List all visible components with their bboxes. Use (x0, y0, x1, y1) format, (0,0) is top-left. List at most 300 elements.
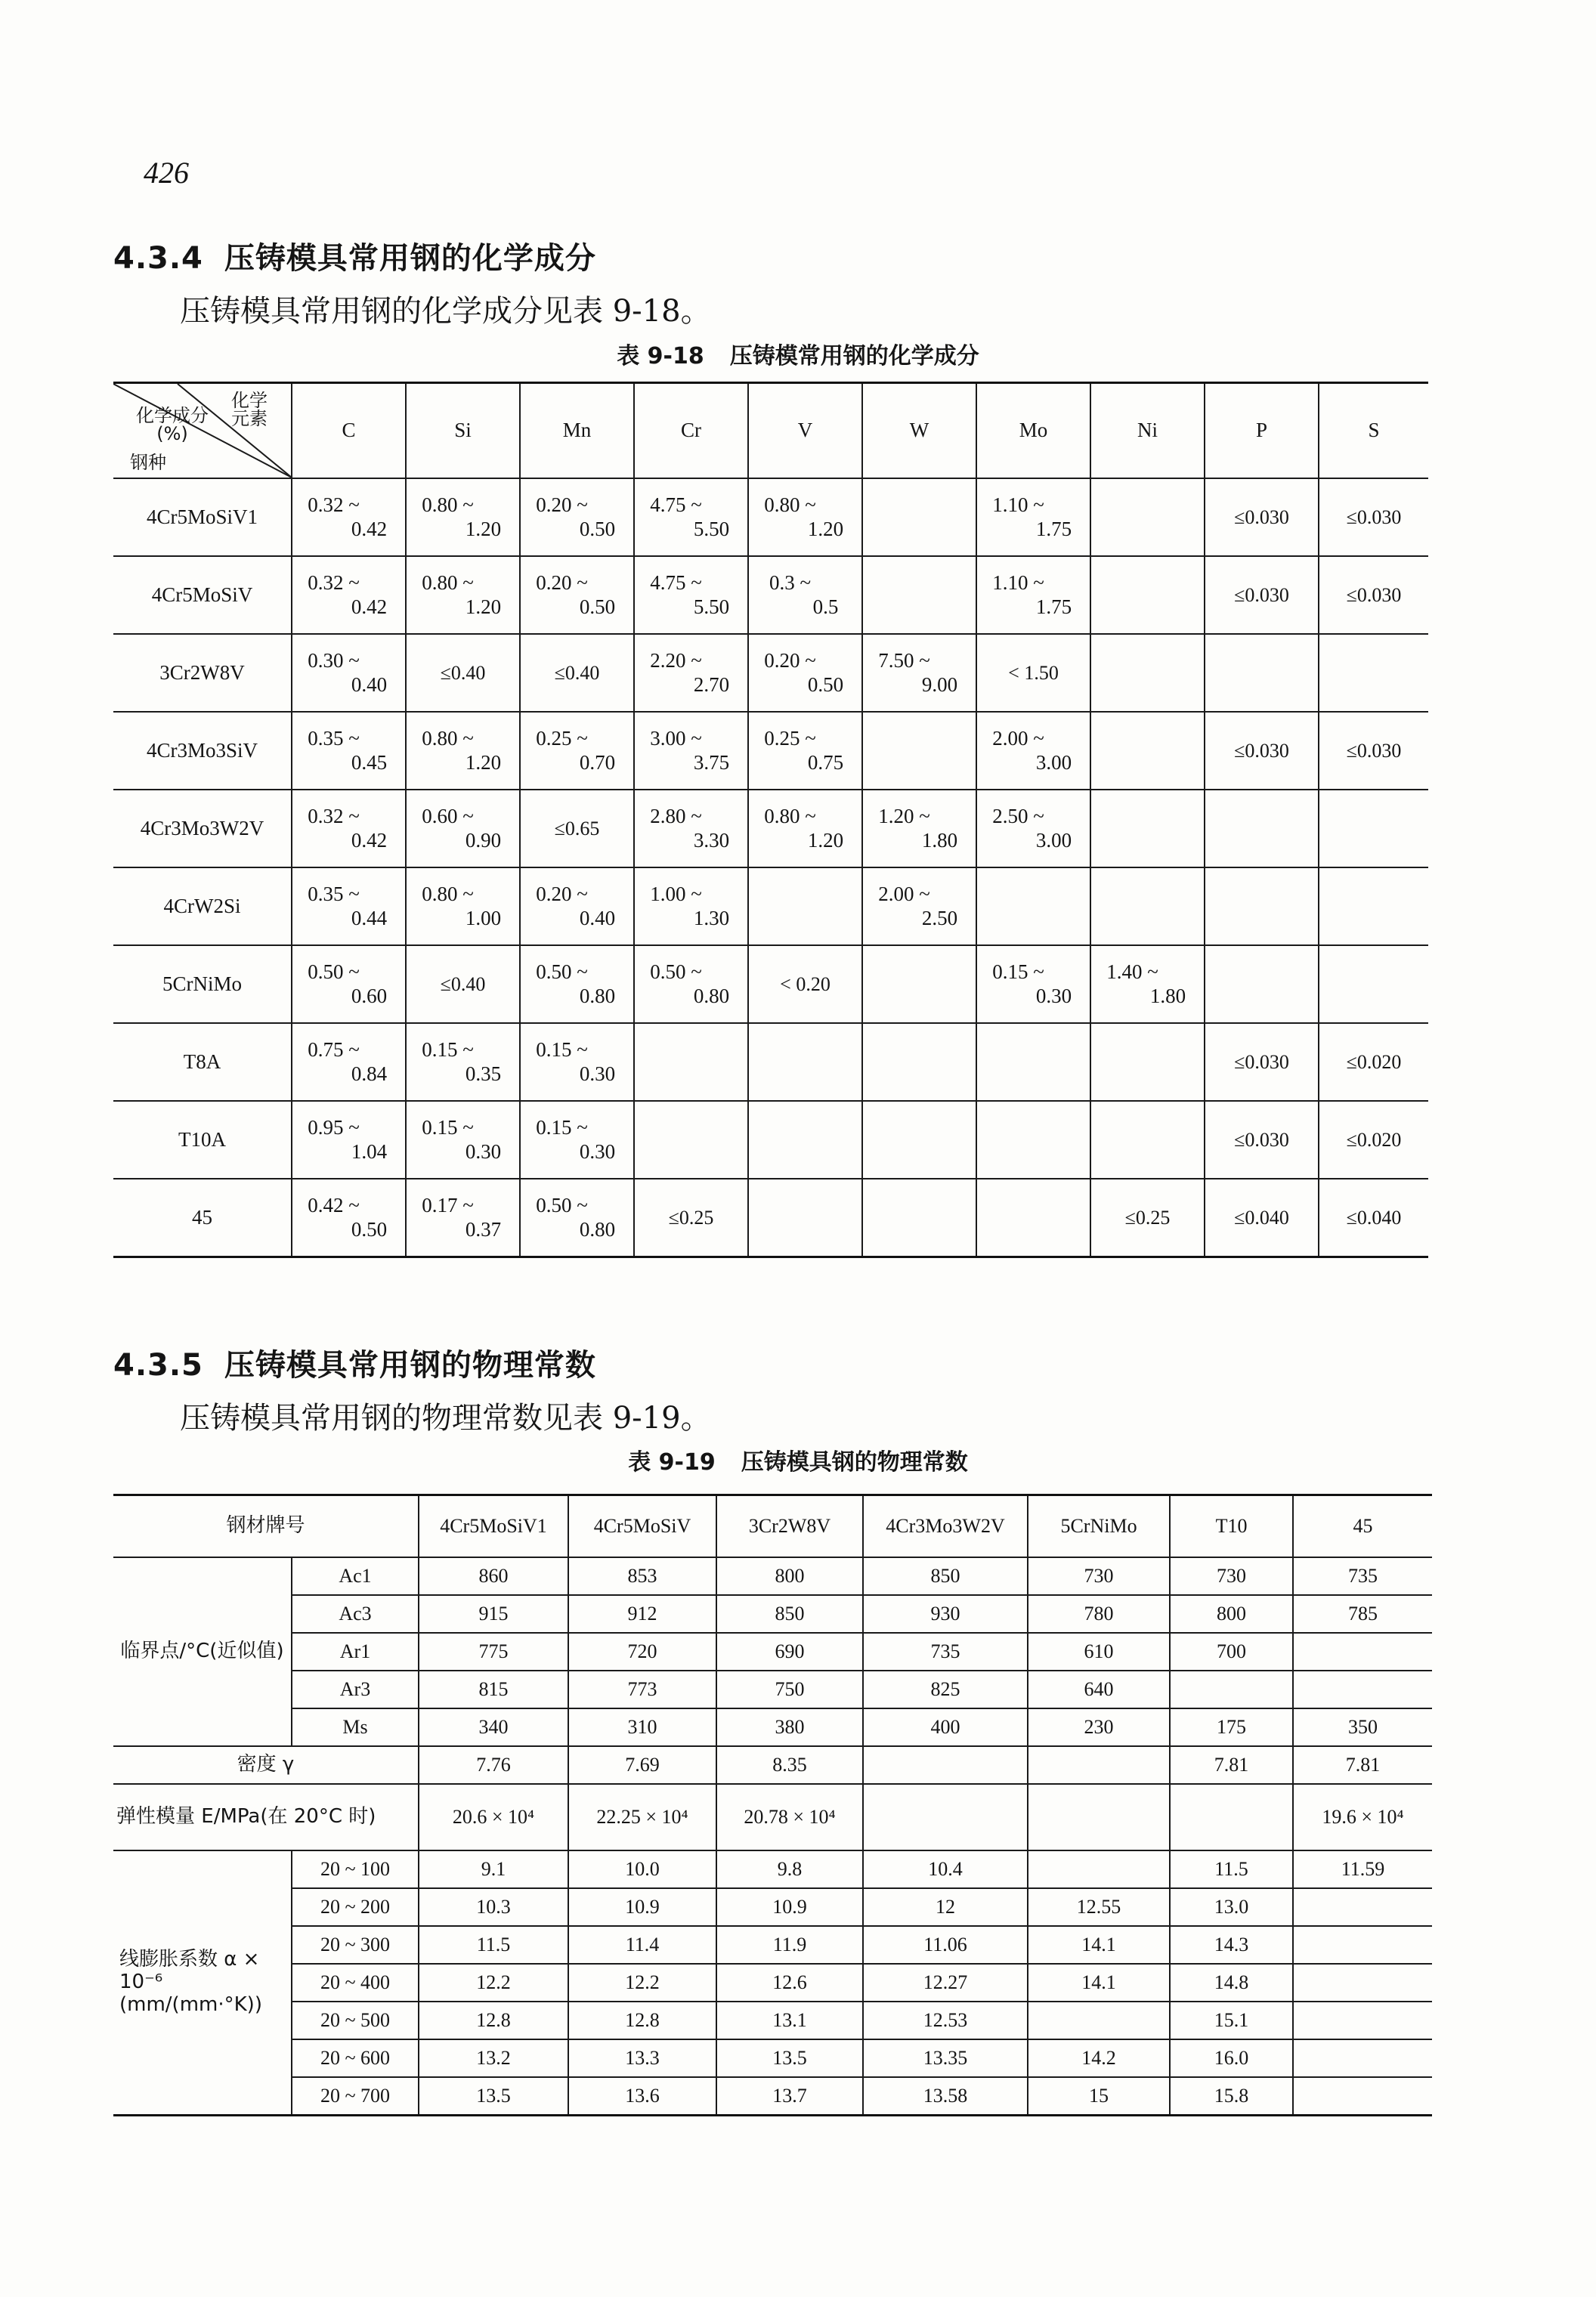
table-row (113, 1101, 1428, 1179)
value-cell-p (1205, 1179, 1319, 1257)
value-cell-v (748, 945, 862, 1023)
value-cell-s (1319, 1179, 1428, 1257)
critical-point-value: 735 (1293, 1557, 1432, 1595)
range-upper: 0.30 (579, 1139, 616, 1163)
single-value: ≤0.040 (1234, 1206, 1289, 1229)
single-value: < 1.50 (1008, 661, 1059, 684)
expansion-label: 线膨胀系数 α × 10⁻⁶ (mm/(mm·°K)) (113, 1850, 292, 2116)
expansion-value: 10.3 (419, 1888, 568, 1926)
value-cell-si (406, 1179, 520, 1257)
value-cell-v (748, 867, 862, 945)
column-header-c: C (292, 383, 406, 479)
range-upper: 5.50 (693, 517, 730, 540)
expansion-value: 9.1 (419, 1850, 568, 1888)
expansion-value: 11.5 (1170, 1850, 1293, 1888)
expansion-value: 14.3 (1170, 1926, 1293, 1964)
value-cell-si (406, 634, 520, 712)
table-row (113, 478, 1428, 556)
expansion-value: 12.2 (419, 1964, 568, 2002)
single-value: ≤0.030 (1234, 1128, 1289, 1151)
critical-point-name: Ms (292, 1708, 419, 1746)
density-value: 7.69 (568, 1746, 716, 1784)
value-cell-s (1319, 478, 1428, 556)
expansion-value: 10.9 (716, 1888, 863, 1926)
density-row (113, 1746, 1432, 1784)
range-lower: 0.50 ~ (536, 1194, 588, 1217)
value-cell-mn (520, 478, 634, 556)
range-upper: 1.20 (807, 517, 844, 540)
grade-header: 5CrNiMo (1028, 1495, 1170, 1558)
range-upper: 2.70 (693, 672, 730, 696)
single-value: ≤0.030 (1346, 583, 1402, 606)
value-cell-p (1205, 1101, 1319, 1179)
critical-point-value: 912 (568, 1595, 716, 1633)
expansion-value: 13.2 (419, 2039, 568, 2077)
expansion-value: 14.2 (1028, 2039, 1170, 2077)
temperature-range: 20 ~ 100 (292, 1850, 419, 1888)
single-value: ≤0.020 (1346, 1050, 1402, 1073)
value-cell-mn (520, 945, 634, 1023)
single-value: ≤0.030 (1346, 739, 1402, 762)
expansion-value: 14.8 (1170, 1964, 1293, 2002)
critical-point-value: 640 (1028, 1671, 1170, 1708)
value-cell-mn (520, 1101, 634, 1179)
value-cell-si (406, 1023, 520, 1101)
range-upper: 1.75 (1035, 517, 1072, 540)
value-cell-s (1319, 945, 1428, 1023)
value-cell-w (862, 1179, 976, 1257)
steel-grade-cell: 4Cr5MoSiV (113, 556, 292, 634)
range-upper: 0.70 (579, 750, 616, 774)
value-cell-w (862, 867, 976, 945)
critical-point-value: 780 (1028, 1595, 1170, 1633)
range-lower: 0.80 ~ (422, 883, 474, 906)
value-cell-mo (976, 867, 1090, 945)
expansion-row (113, 1850, 1432, 1888)
critical-point-value: 310 (568, 1708, 716, 1746)
expansion-value: 12.53 (863, 2002, 1028, 2039)
expansion-value: 13.6 (568, 2077, 716, 2116)
table-title: 压铸模具钢的物理常数 (741, 1449, 968, 1476)
value-cell-c (292, 790, 406, 867)
critical-point-value: 853 (568, 1557, 716, 1595)
expansion-value: 14.1 (1028, 1926, 1170, 1964)
range-lower: 0.15 ~ (536, 1116, 588, 1139)
value-cell-si (406, 945, 520, 1023)
expansion-value: 13.1 (716, 2002, 863, 2039)
temperature-range: 20 ~ 300 (292, 1926, 419, 1964)
value-cell-s (1319, 1023, 1428, 1101)
critical-point-value: 690 (716, 1633, 863, 1671)
range-lower: 0.15 ~ (536, 1038, 588, 1062)
value-cell-p (1205, 634, 1319, 712)
value-cell-ni (1090, 634, 1205, 712)
value-cell-si (406, 1101, 520, 1179)
modulus-value (1028, 1784, 1170, 1850)
section-number: 4.3.4 (113, 241, 203, 276)
critical-point-value: 773 (568, 1671, 716, 1708)
range-upper: 1.20 (465, 750, 502, 774)
value-cell-mo (976, 712, 1090, 790)
value-cell-w (862, 556, 976, 634)
range-upper: 0.50 (351, 1217, 388, 1241)
range-upper: 0.5 (812, 595, 839, 618)
range-upper: 2.50 (921, 906, 958, 929)
value-cell-v (748, 790, 862, 867)
expansion-row (113, 1888, 1432, 1926)
critical-point-value: 785 (1293, 1595, 1432, 1633)
value-cell-c (292, 945, 406, 1023)
value-cell-c (292, 1179, 406, 1257)
range-upper: 1.00 (465, 906, 502, 929)
value-cell-p (1205, 1023, 1319, 1101)
modulus-label: 弹性模量 E/MPa(在 20°C 时) (113, 1784, 419, 1850)
range-upper: 0.42 (351, 595, 388, 618)
corner-label-grade: 钢种 (130, 452, 166, 473)
table-caption-9-19 (0, 1443, 1596, 1476)
table-number: 表 9-19 (628, 1449, 716, 1476)
value-cell-cr (634, 867, 748, 945)
range-lower: 1.10 ~ (992, 493, 1044, 517)
expansion-row (113, 1926, 1432, 1964)
range-upper: 1.20 (465, 517, 502, 540)
expansion-value: 11.5 (419, 1926, 568, 1964)
expansion-value: 15.1 (1170, 2002, 1293, 2039)
value-cell-mn (520, 556, 634, 634)
critical-point-value: 915 (419, 1595, 568, 1633)
value-cell-mn (520, 790, 634, 867)
grade-header: 4Cr3Mo3W2V (863, 1495, 1028, 1558)
value-cell-ni (1090, 712, 1205, 790)
column-header-w: W (862, 383, 976, 479)
steel-grade-cell: 4Cr5MoSiV1 (113, 478, 292, 556)
range-upper: 3.75 (693, 750, 730, 774)
density-value: 7.76 (419, 1746, 568, 1784)
range-upper: 5.50 (693, 595, 730, 618)
column-header-ni: Ni (1090, 383, 1205, 479)
section-intro: 压铸模具常用钢的物理常数见表 9-19。 (180, 1401, 711, 1436)
range-lower: 0.50 ~ (308, 960, 360, 984)
value-cell-cr (634, 556, 748, 634)
expansion-value: 15.8 (1170, 2077, 1293, 2116)
range-upper: 3.00 (1035, 750, 1072, 774)
value-cell-c (292, 478, 406, 556)
value-cell-ni (1090, 867, 1205, 945)
steel-grade-cell: 3Cr2W8V (113, 634, 292, 712)
value-cell-s (1319, 556, 1428, 634)
temperature-range: 20 ~ 700 (292, 2077, 419, 2116)
range-upper: 1.80 (1149, 984, 1186, 1007)
value-cell-mn (520, 1023, 634, 1101)
grade-header: 4Cr5MoSiV1 (419, 1495, 568, 1558)
expansion-value: 13.5 (419, 2077, 568, 2116)
single-value: ≤0.030 (1234, 1050, 1289, 1073)
steel-grade-cell: 5CrNiMo (113, 945, 292, 1023)
critical-point-value (1170, 1671, 1293, 1708)
range-lower: 0.32 ~ (308, 571, 360, 595)
critical-point-value: 610 (1028, 1633, 1170, 1671)
value-cell-mo (976, 945, 1090, 1023)
value-cell-cr (634, 1023, 748, 1101)
range-upper: 1.20 (465, 595, 502, 618)
value-cell-p (1205, 790, 1319, 867)
column-header-mo: Mo (976, 383, 1090, 479)
steel-grade-cell: 45 (113, 1179, 292, 1257)
modulus-value: 22.25 × 10⁴ (568, 1784, 716, 1850)
value-cell-s (1319, 867, 1428, 945)
range-upper: 0.35 (465, 1062, 502, 1085)
critical-point-value: 825 (863, 1671, 1028, 1708)
value-cell-mn (520, 867, 634, 945)
critical-point-name: Ar3 (292, 1671, 419, 1708)
value-cell-cr (634, 1179, 748, 1257)
value-cell-w (862, 712, 976, 790)
value-cell-cr (634, 478, 748, 556)
table-caption-9-18 (0, 337, 1596, 370)
section-number: 4.3.5 (113, 1348, 203, 1383)
grade-header: 3Cr2W8V (716, 1495, 863, 1558)
value-cell-w (862, 634, 976, 712)
range-lower: 0.42 ~ (308, 1194, 360, 1217)
range-upper: 3.00 (1035, 828, 1072, 852)
range-lower: 2.20 ~ (650, 649, 702, 672)
column-header-cr: Cr (634, 383, 748, 479)
value-cell-ni (1090, 478, 1205, 556)
range-lower: 0.80 ~ (422, 571, 474, 595)
value-cell-c (292, 867, 406, 945)
range-upper: 0.45 (351, 750, 388, 774)
expansion-value (1293, 2077, 1432, 2116)
critical-point-value: 800 (1170, 1595, 1293, 1633)
critical-point-value: 860 (419, 1557, 568, 1595)
temperature-range: 20 ~ 600 (292, 2039, 419, 2077)
range-lower: 0.60 ~ (422, 805, 474, 828)
range-upper: 0.90 (465, 828, 502, 852)
value-cell-c (292, 1023, 406, 1101)
section-heading-434 (113, 234, 596, 277)
expansion-value: 10.4 (863, 1850, 1028, 1888)
critical-point-row (113, 1595, 1432, 1633)
value-cell-mo (976, 1179, 1090, 1257)
value-cell-p (1205, 478, 1319, 556)
value-cell-p (1205, 556, 1319, 634)
steel-grade-cell: 4Cr3Mo3W2V (113, 790, 292, 867)
table-row (113, 867, 1428, 945)
critical-point-name: Ac3 (292, 1595, 419, 1633)
critical-point-value (1293, 1671, 1432, 1708)
diagonal-header-cell (113, 383, 292, 479)
value-cell-mn (520, 634, 634, 712)
value-cell-w (862, 1101, 976, 1179)
value-cell-si (406, 712, 520, 790)
range-lower: 2.00 ~ (992, 727, 1044, 750)
density-label: 密度 γ (113, 1746, 419, 1784)
value-cell-c (292, 556, 406, 634)
corner-label-composition: 化学成分(%) (136, 405, 209, 444)
diagonal-header (113, 384, 291, 478)
value-cell-cr (634, 712, 748, 790)
expansion-value: 12.2 (568, 1964, 716, 2002)
section-heading-435 (113, 1341, 596, 1384)
range-lower: 1.00 ~ (650, 883, 702, 906)
range-lower: 0.20 ~ (536, 493, 588, 517)
critical-point-value: 340 (419, 1708, 568, 1746)
table-row (113, 634, 1428, 712)
expansion-value: 15 (1028, 2077, 1170, 2116)
expansion-value (1293, 2039, 1432, 2077)
value-cell-mn (520, 1179, 634, 1257)
chemical-composition-table (113, 382, 1428, 1258)
range-lower: 0.25 ~ (764, 727, 816, 750)
range-lower: 4.75 ~ (650, 571, 702, 595)
grade-header-label: 钢材牌号 (113, 1495, 419, 1558)
critical-point-value: 230 (1028, 1708, 1170, 1746)
critical-point-value: 800 (716, 1557, 863, 1595)
expansion-value: 14.1 (1028, 1964, 1170, 2002)
density-value: 8.35 (716, 1746, 863, 1784)
value-cell-mo (976, 790, 1090, 867)
range-lower: 0.20 ~ (764, 649, 816, 672)
range-lower: 0.35 ~ (308, 727, 360, 750)
single-value: ≤0.030 (1234, 739, 1289, 762)
column-header-mn: Mn (520, 383, 634, 479)
range-upper: 0.50 (579, 595, 616, 618)
range-lower: 0.32 ~ (308, 805, 360, 828)
expansion-value: 10.0 (568, 1850, 716, 1888)
value-cell-cr (634, 1101, 748, 1179)
range-upper: 0.80 (579, 1217, 616, 1241)
table-row (113, 790, 1428, 867)
table-row (113, 712, 1428, 790)
range-upper: 0.75 (807, 750, 844, 774)
column-header-p: P (1205, 383, 1319, 479)
critical-point-value: 175 (1170, 1708, 1293, 1746)
range-lower: 2.50 ~ (992, 805, 1044, 828)
critical-point-value: 930 (863, 1595, 1028, 1633)
range-lower: 2.80 ~ (650, 805, 702, 828)
critical-point-name: Ac1 (292, 1557, 419, 1595)
grade-header: 45 (1293, 1495, 1432, 1558)
value-cell-s (1319, 790, 1428, 867)
critical-point-value: 730 (1028, 1557, 1170, 1595)
range-upper: 1.20 (807, 828, 844, 852)
range-upper: 0.37 (465, 1217, 502, 1241)
corner-label-elements: 化学元素 (231, 390, 268, 429)
range-upper: 0.44 (351, 906, 388, 929)
range-upper: 0.50 (807, 672, 844, 696)
modulus-value: 20.6 × 10⁴ (419, 1784, 568, 1850)
value-cell-w (862, 790, 976, 867)
critical-point-value: 850 (716, 1595, 863, 1633)
table-title: 压铸模常用钢的化学成分 (729, 343, 979, 369)
critical-point-value: 700 (1170, 1633, 1293, 1671)
range-upper: 3.30 (693, 828, 730, 852)
critical-point-value: 350 (1293, 1708, 1432, 1746)
value-cell-cr (634, 945, 748, 1023)
expansion-value: 10.9 (568, 1888, 716, 1926)
range-upper: 9.00 (921, 672, 958, 696)
single-value: ≤0.65 (554, 817, 600, 839)
expansion-value: 11.59 (1293, 1850, 1432, 1888)
value-cell-v (748, 1179, 862, 1257)
single-value: ≤0.40 (440, 972, 486, 995)
single-value: ≤0.040 (1346, 1206, 1402, 1229)
critical-point-row (113, 1708, 1432, 1746)
modulus-value: 19.6 × 10⁴ (1293, 1784, 1432, 1850)
range-lower: 0.35 ~ (308, 883, 360, 906)
table-header-row (113, 1495, 1432, 1558)
range-lower: 0.20 ~ (536, 571, 588, 595)
range-lower: 4.75 ~ (650, 493, 702, 517)
single-value: ≤0.030 (1234, 505, 1289, 528)
range-upper: 1.04 (351, 1139, 388, 1163)
value-cell-si (406, 556, 520, 634)
expansion-value: 13.3 (568, 2039, 716, 2077)
value-cell-c (292, 712, 406, 790)
expansion-value: 12.55 (1028, 1888, 1170, 1926)
range-lower: 0.95 ~ (308, 1116, 360, 1139)
expansion-value (1028, 2002, 1170, 2039)
range-upper: 0.60 (351, 984, 388, 1007)
section-title: 压铸模具常用钢的物理常数 (224, 1348, 596, 1383)
expansion-value (1293, 1926, 1432, 1964)
value-cell-v (748, 712, 862, 790)
range-lower: 0.15 ~ (992, 960, 1044, 984)
value-cell-ni (1090, 945, 1205, 1023)
steel-grade-cell: T8A (113, 1023, 292, 1101)
modulus-row (113, 1784, 1432, 1850)
value-cell-v (748, 478, 862, 556)
value-cell-ni (1090, 556, 1205, 634)
range-lower: 0.25 ~ (536, 727, 588, 750)
density-value: 7.81 (1293, 1746, 1432, 1784)
expansion-value: 12.6 (716, 1964, 863, 2002)
value-cell-ni (1090, 790, 1205, 867)
section-title: 压铸模具常用钢的化学成分 (224, 241, 596, 276)
steel-grade-cell: 4Cr3Mo3SiV (113, 712, 292, 790)
range-upper: 1.30 (693, 906, 730, 929)
range-lower: 0.15 ~ (422, 1038, 474, 1062)
range-upper: 1.80 (921, 828, 958, 852)
column-header-v: V (748, 383, 862, 479)
critical-point-value: 380 (716, 1708, 863, 1746)
value-cell-si (406, 478, 520, 556)
expansion-value: 12.8 (419, 2002, 568, 2039)
range-upper: 0.30 (579, 1062, 616, 1085)
value-cell-w (862, 1023, 976, 1101)
critical-point-value: 750 (716, 1671, 863, 1708)
table-row (113, 556, 1428, 634)
value-cell-v (748, 556, 862, 634)
critical-point-value: 775 (419, 1633, 568, 1671)
range-lower: 0.17 ~ (422, 1194, 474, 1217)
expansion-value (1293, 1964, 1432, 2002)
table-row (113, 1179, 1428, 1257)
single-value: < 0.20 (780, 972, 830, 995)
table-row (113, 1023, 1428, 1101)
value-cell-cr (634, 790, 748, 867)
range-upper: 0.80 (579, 984, 616, 1007)
single-value: ≤0.40 (440, 661, 486, 684)
section-intro: 压铸模具常用钢的化学成分见表 9-18。 (180, 294, 711, 329)
range-lower: 1.20 ~ (878, 805, 930, 828)
expansion-value: 12 (863, 1888, 1028, 1926)
value-cell-c (292, 634, 406, 712)
expansion-value: 13.5 (716, 2039, 863, 2077)
range-lower: 0.75 ~ (308, 1038, 360, 1062)
expansion-value (1293, 1888, 1432, 1926)
steel-grade-cell: T10A (113, 1101, 292, 1179)
